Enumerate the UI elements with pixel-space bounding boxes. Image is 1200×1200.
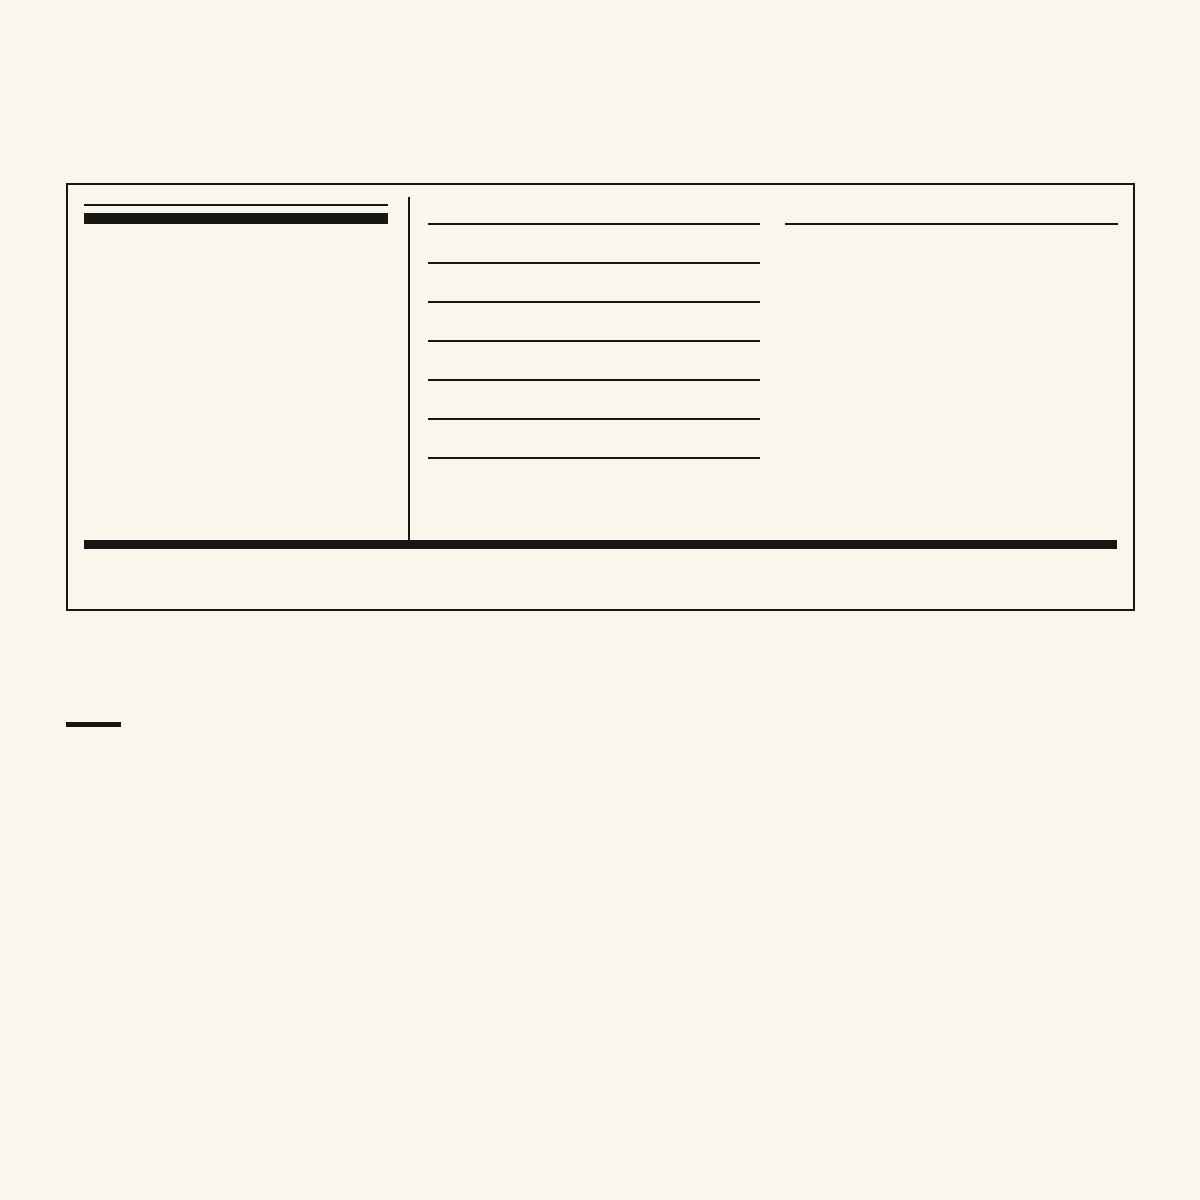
nutrient-row bbox=[428, 459, 760, 498]
nutrient-row bbox=[428, 225, 760, 264]
nutrient-row bbox=[428, 342, 760, 381]
daily-value-header bbox=[785, 197, 1118, 225]
column-divider bbox=[408, 197, 410, 541]
nutrient-row bbox=[428, 303, 760, 342]
divider bbox=[84, 204, 388, 206]
nutrients-column-left bbox=[428, 197, 760, 498]
daily-value-header bbox=[428, 197, 760, 225]
nutrient-row bbox=[428, 420, 760, 459]
title-underline bbox=[66, 722, 121, 727]
nutrient-row bbox=[428, 381, 760, 420]
nutrient-row bbox=[428, 264, 760, 303]
thick-divider bbox=[84, 540, 1117, 549]
nutrition-facts-panel bbox=[66, 183, 1135, 611]
nutrients-column-right bbox=[785, 197, 1118, 225]
nutrition-header-column bbox=[84, 197, 388, 230]
thick-divider bbox=[84, 213, 388, 224]
